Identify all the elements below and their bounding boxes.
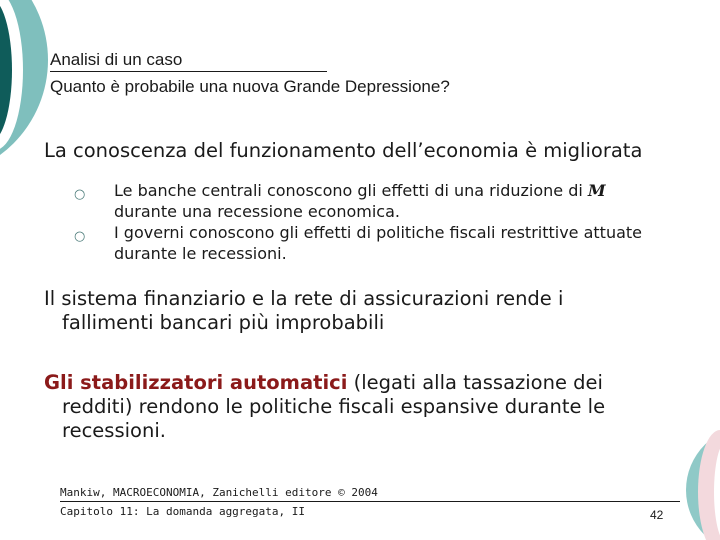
footer-citation: Mankiw, MACROECONOMIA, Zanichelli editore © 2004 [60, 486, 378, 499]
money-supply-symbol: M [587, 181, 606, 200]
slide-decoration-left [0, 0, 60, 200]
bullet-financial-system [44, 287, 563, 335]
sub-bullet-text-cont: durante una recessione economica. [114, 202, 400, 221]
circle-bullet-icon: ○ [74, 229, 86, 244]
slide-decoration-right [680, 420, 720, 540]
footer-divider [60, 501, 680, 502]
sub-bullet-text-cont: durante le recessioni. [114, 244, 287, 263]
sub-bullet-text: I governi conoscono gli effetti di politiche fiscali restrittive attuate [114, 223, 643, 242]
circle-bullet-icon: ○ [74, 187, 86, 202]
bullet-text-cont: redditi) rendono le politiche fiscali espansive durante le [62, 395, 606, 418]
slide-subtitle: Quanto è probabile una nuova Grande Depressione? [50, 77, 450, 96]
sub-bullet-central-banks [74, 180, 704, 222]
bullet-text: La conoscenza del funzionamento dell’economia è migliorata [44, 139, 643, 162]
sub-bullet-governments [74, 222, 704, 264]
section-title: Analisi di un caso [50, 50, 183, 69]
bullet-text-cont: recessioni. [62, 419, 166, 442]
bullet-text: (legati alla tassazione dei [347, 371, 603, 394]
sub-bullet-list [74, 180, 704, 264]
title-underline [50, 71, 327, 72]
highlighted-term: Gli stabilizzatori automatici [44, 371, 348, 394]
sub-bullet-text: Le banche centrali conoscono gli effetti di una riduzione di [114, 181, 583, 200]
page-number: 42 [650, 508, 664, 522]
bullet-economics-knowledge [44, 139, 642, 163]
bullet-text-cont: fallimenti bancari più improbabili [62, 311, 385, 334]
bullet-text: Il sistema finanziario e la rete di assicurazioni rende i [44, 287, 564, 310]
bullet-automatic-stabilizers [44, 371, 605, 443]
footer-chapter: Capitolo 11: La domanda aggregata, II [60, 505, 306, 518]
